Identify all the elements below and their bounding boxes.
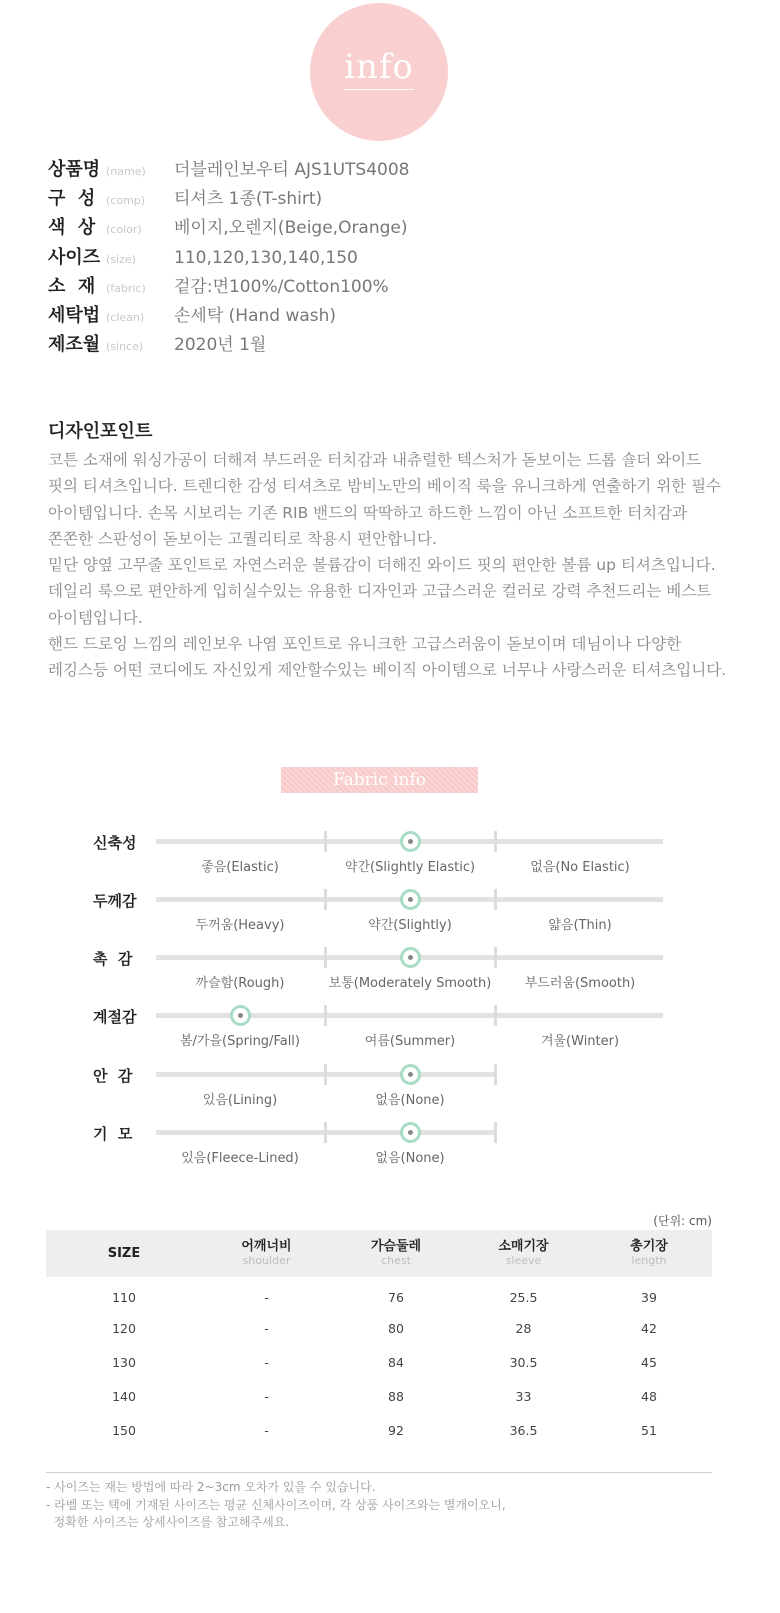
product-spec-list bbox=[48, 155, 748, 359]
info-underline bbox=[344, 89, 414, 90]
fabric-tick bbox=[324, 1122, 327, 1143]
table-cell: 140 bbox=[112, 1388, 136, 1404]
fabric-option: 두꺼움(Heavy) bbox=[195, 918, 285, 933]
fabric-selected-marker bbox=[400, 1064, 421, 1085]
fabric-row-label: 신축성 bbox=[93, 834, 137, 852]
table-cell: 110 bbox=[112, 1289, 136, 1305]
spec-label: 구 성 bbox=[48, 188, 96, 210]
fabric-tick bbox=[324, 947, 327, 968]
fabric-tick bbox=[494, 947, 497, 968]
header-cell: 총기장 length bbox=[630, 1239, 668, 1267]
note-line: - 사이즈는 재는 방법에 따라 2~3cm 오차가 있을 수 있습니다. bbox=[46, 1480, 376, 1494]
spec-sublabel: (color) bbox=[106, 223, 142, 237]
spec-row-fabric bbox=[48, 272, 748, 301]
spec-value: 2020년 1월 bbox=[174, 335, 267, 356]
spec-sublabel: (comp) bbox=[106, 194, 146, 208]
table-cell: - bbox=[264, 1354, 269, 1370]
spec-label: 상품명 bbox=[48, 159, 101, 180]
table-cell: 150 bbox=[112, 1422, 136, 1438]
fabric-selected-marker bbox=[400, 947, 421, 968]
spec-label: 색 상 bbox=[48, 217, 96, 239]
fabric-option: 까슬함(Rough) bbox=[195, 976, 285, 991]
spec-value: 더블레인보우티 AJS1UTS4008 bbox=[174, 160, 410, 180]
fabric-row-label: 계절감 bbox=[93, 1008, 137, 1026]
fabric-option: 있음(Fleece-Lined) bbox=[181, 1151, 299, 1166]
design-point-body bbox=[48, 447, 748, 684]
spec-label: 사이즈 bbox=[48, 246, 101, 268]
table-divider bbox=[46, 1472, 712, 1473]
design-line: 핏의 티셔츠입니다. 트렌디한 감성 티셔츠로 밤비노만의 베이직 룩을 유니크하게 연출하기 위한 필수 bbox=[48, 477, 722, 496]
header-cell: SIZE bbox=[107, 1245, 141, 1261]
spec-row-comp bbox=[48, 184, 748, 213]
fabric-row-label: 두께감 bbox=[93, 892, 137, 910]
spec-row-clean bbox=[48, 301, 748, 330]
spec-label: 소 재 bbox=[48, 275, 96, 297]
header-cell: 가슴둘레 chest bbox=[370, 1239, 422, 1267]
size-table bbox=[46, 1230, 712, 1447]
table-cell: 36.5 bbox=[509, 1422, 538, 1438]
info-title: info bbox=[344, 47, 414, 87]
fabric-option: 봄/가을(Spring/Fall) bbox=[179, 1034, 300, 1049]
table-cell: 45 bbox=[641, 1354, 657, 1370]
design-line: 밑단 양옆 고무줄 포인트로 자연스러운 볼륨감이 더해진 와이드 핏의 편안한 볼륨 up 티셔츠입니다. bbox=[48, 556, 716, 575]
spec-value: 손세탁 (Hand wash) bbox=[174, 305, 337, 326]
fabric-tick bbox=[324, 1005, 327, 1026]
table-cell: 92 bbox=[388, 1422, 404, 1438]
spec-value: 티셔츠 1종(T-shirt) bbox=[174, 189, 323, 210]
table-cell: 28 bbox=[515, 1320, 532, 1336]
fabric-row-label: 촉 감 bbox=[93, 950, 133, 968]
fabric-option: 약간(Slightly Elastic) bbox=[344, 860, 476, 875]
fabric-tick bbox=[494, 1005, 497, 1026]
table-cell: 39 bbox=[641, 1289, 657, 1305]
fabric-tick bbox=[494, 889, 497, 910]
fabric-option: 부드러움(Smooth) bbox=[524, 976, 636, 991]
note-line: 정확한 사이즈는 상세사이즈를 참고해주세요. bbox=[46, 1515, 290, 1529]
fabric-info-banner: Fabric info bbox=[281, 767, 478, 793]
table-cell: 84 bbox=[388, 1354, 404, 1370]
fabric-option: 약간(Slightly) bbox=[368, 918, 452, 933]
table-cell: 30.5 bbox=[509, 1354, 538, 1370]
table-cell: 76 bbox=[388, 1289, 404, 1305]
size-notes bbox=[46, 1479, 746, 1532]
table-cell: 25.5 bbox=[509, 1289, 538, 1305]
header-cell: 소매기장 sleeve bbox=[498, 1239, 549, 1267]
fabric-selected-marker bbox=[400, 889, 421, 910]
table-cell: 42 bbox=[641, 1320, 657, 1336]
spec-row-name bbox=[48, 155, 748, 184]
size-table-header bbox=[46, 1230, 712, 1277]
spec-row-color bbox=[48, 213, 748, 242]
fabric-option: 얇음(Thin) bbox=[548, 918, 612, 933]
fabric-selected-marker bbox=[400, 1122, 421, 1143]
spec-sublabel: (since) bbox=[106, 340, 144, 354]
fabric-row-label: 기 모 bbox=[93, 1125, 133, 1143]
fabric-tick bbox=[494, 1064, 497, 1085]
table-cell: 48 bbox=[641, 1388, 657, 1404]
table-cell: 120 bbox=[112, 1320, 136, 1336]
fabric-option: 없음(No Elastic) bbox=[530, 860, 630, 875]
design-line: 핸드 드로잉 느낌의 레인보우 나염 포인트로 유니크한 고급스러움이 돋보이며 데님이나 다양한 bbox=[48, 635, 682, 654]
table-cell: 80 bbox=[388, 1320, 404, 1336]
table-cell: - bbox=[264, 1289, 269, 1305]
spec-sublabel: (clean) bbox=[106, 310, 145, 324]
fabric-option: 있음(Lining) bbox=[202, 1093, 278, 1108]
table-cell: - bbox=[264, 1422, 269, 1438]
spec-sublabel: (name) bbox=[106, 165, 146, 178]
design-line: 아이템입니다. 손목 시보리는 기존 RIB 밴드의 딱딱하고 하드한 느낌이 아닌 소프트한 터치감과 bbox=[48, 503, 688, 522]
table-cell: 33 bbox=[515, 1388, 532, 1404]
fabric-option: 좋음(Elastic) bbox=[201, 860, 279, 875]
design-line: 쫀쫀한 스판성이 돋보이는 고퀄리티로 착용시 편안합니다. bbox=[48, 529, 437, 548]
fabric-row-label: 안 감 bbox=[93, 1067, 133, 1085]
fabric-tick bbox=[324, 1064, 327, 1085]
table-row bbox=[46, 1413, 712, 1447]
table-cell: 130 bbox=[112, 1354, 136, 1370]
spec-label: 세탁법 bbox=[48, 304, 101, 326]
fabric-row bbox=[0, 1125, 780, 1191]
fabric-option: 여름(Summer) bbox=[364, 1034, 456, 1049]
fabric-option: 없음(None) bbox=[375, 1093, 445, 1108]
fabric-tick bbox=[494, 1122, 497, 1143]
fabric-option: 겨울(Winter) bbox=[540, 1034, 620, 1049]
info-badge bbox=[310, 3, 448, 141]
table-cell: - bbox=[264, 1388, 269, 1404]
size-unit: (단위: cm) bbox=[653, 1214, 712, 1228]
table-row bbox=[46, 1277, 712, 1311]
table-cell: 51 bbox=[641, 1422, 657, 1438]
spec-sublabel: (fabric) bbox=[106, 281, 146, 295]
fabric-tick bbox=[324, 889, 327, 910]
design-line: 아이템입니다. bbox=[48, 608, 143, 627]
spec-row-since bbox=[48, 330, 748, 359]
fabric-tick bbox=[494, 831, 497, 852]
note-line: - 라벨 또는 택에 기재된 사이즈는 평균 신체사이즈이며, 각 상품 사이즈와는 별개이오니, bbox=[46, 1497, 506, 1512]
design-line: 레깅스등 어떤 코디에도 자신있게 제안할수있는 베이직 아이템으로 너무나 사랑스러운 티셔츠입니다. bbox=[48, 661, 727, 680]
table-row bbox=[46, 1311, 712, 1345]
table-row bbox=[46, 1345, 712, 1379]
design-line: 코튼 소재에 워싱가공이 더해져 부드러운 터치감과 내츄럴한 텍스처가 돋보이는 드롭 숄더 와이드 bbox=[48, 451, 702, 469]
table-cell: - bbox=[264, 1320, 269, 1336]
spec-value: 베이지,오렌지(Beige,Orange) bbox=[174, 218, 408, 239]
fabric-tick bbox=[324, 831, 327, 852]
spec-label: 제조월 bbox=[48, 334, 101, 356]
fabric-option: 보통(Moderately Smooth) bbox=[328, 976, 492, 991]
spec-value: 110,120,130,140,150 bbox=[174, 247, 358, 268]
table-row bbox=[46, 1379, 712, 1413]
fabric-option: 없음(None) bbox=[375, 1151, 445, 1166]
table-cell: 88 bbox=[388, 1388, 404, 1404]
header-cell: 어깨너비 shoulder bbox=[241, 1239, 292, 1267]
design-line: 데일리 룩으로 편안하게 입히실수있는 유용한 디자인과 고급스러운 컬러로 강력 추천드리는 베스트 bbox=[48, 582, 712, 601]
design-point-title: 디자인포인트 bbox=[48, 421, 153, 442]
fabric-selected-marker bbox=[230, 1005, 251, 1026]
fabric-selected-marker bbox=[400, 831, 421, 852]
spec-sublabel: (size) bbox=[106, 252, 136, 266]
spec-value: 겉감:면100%/Cotton100% bbox=[174, 276, 389, 297]
spec-row-size bbox=[48, 243, 748, 272]
